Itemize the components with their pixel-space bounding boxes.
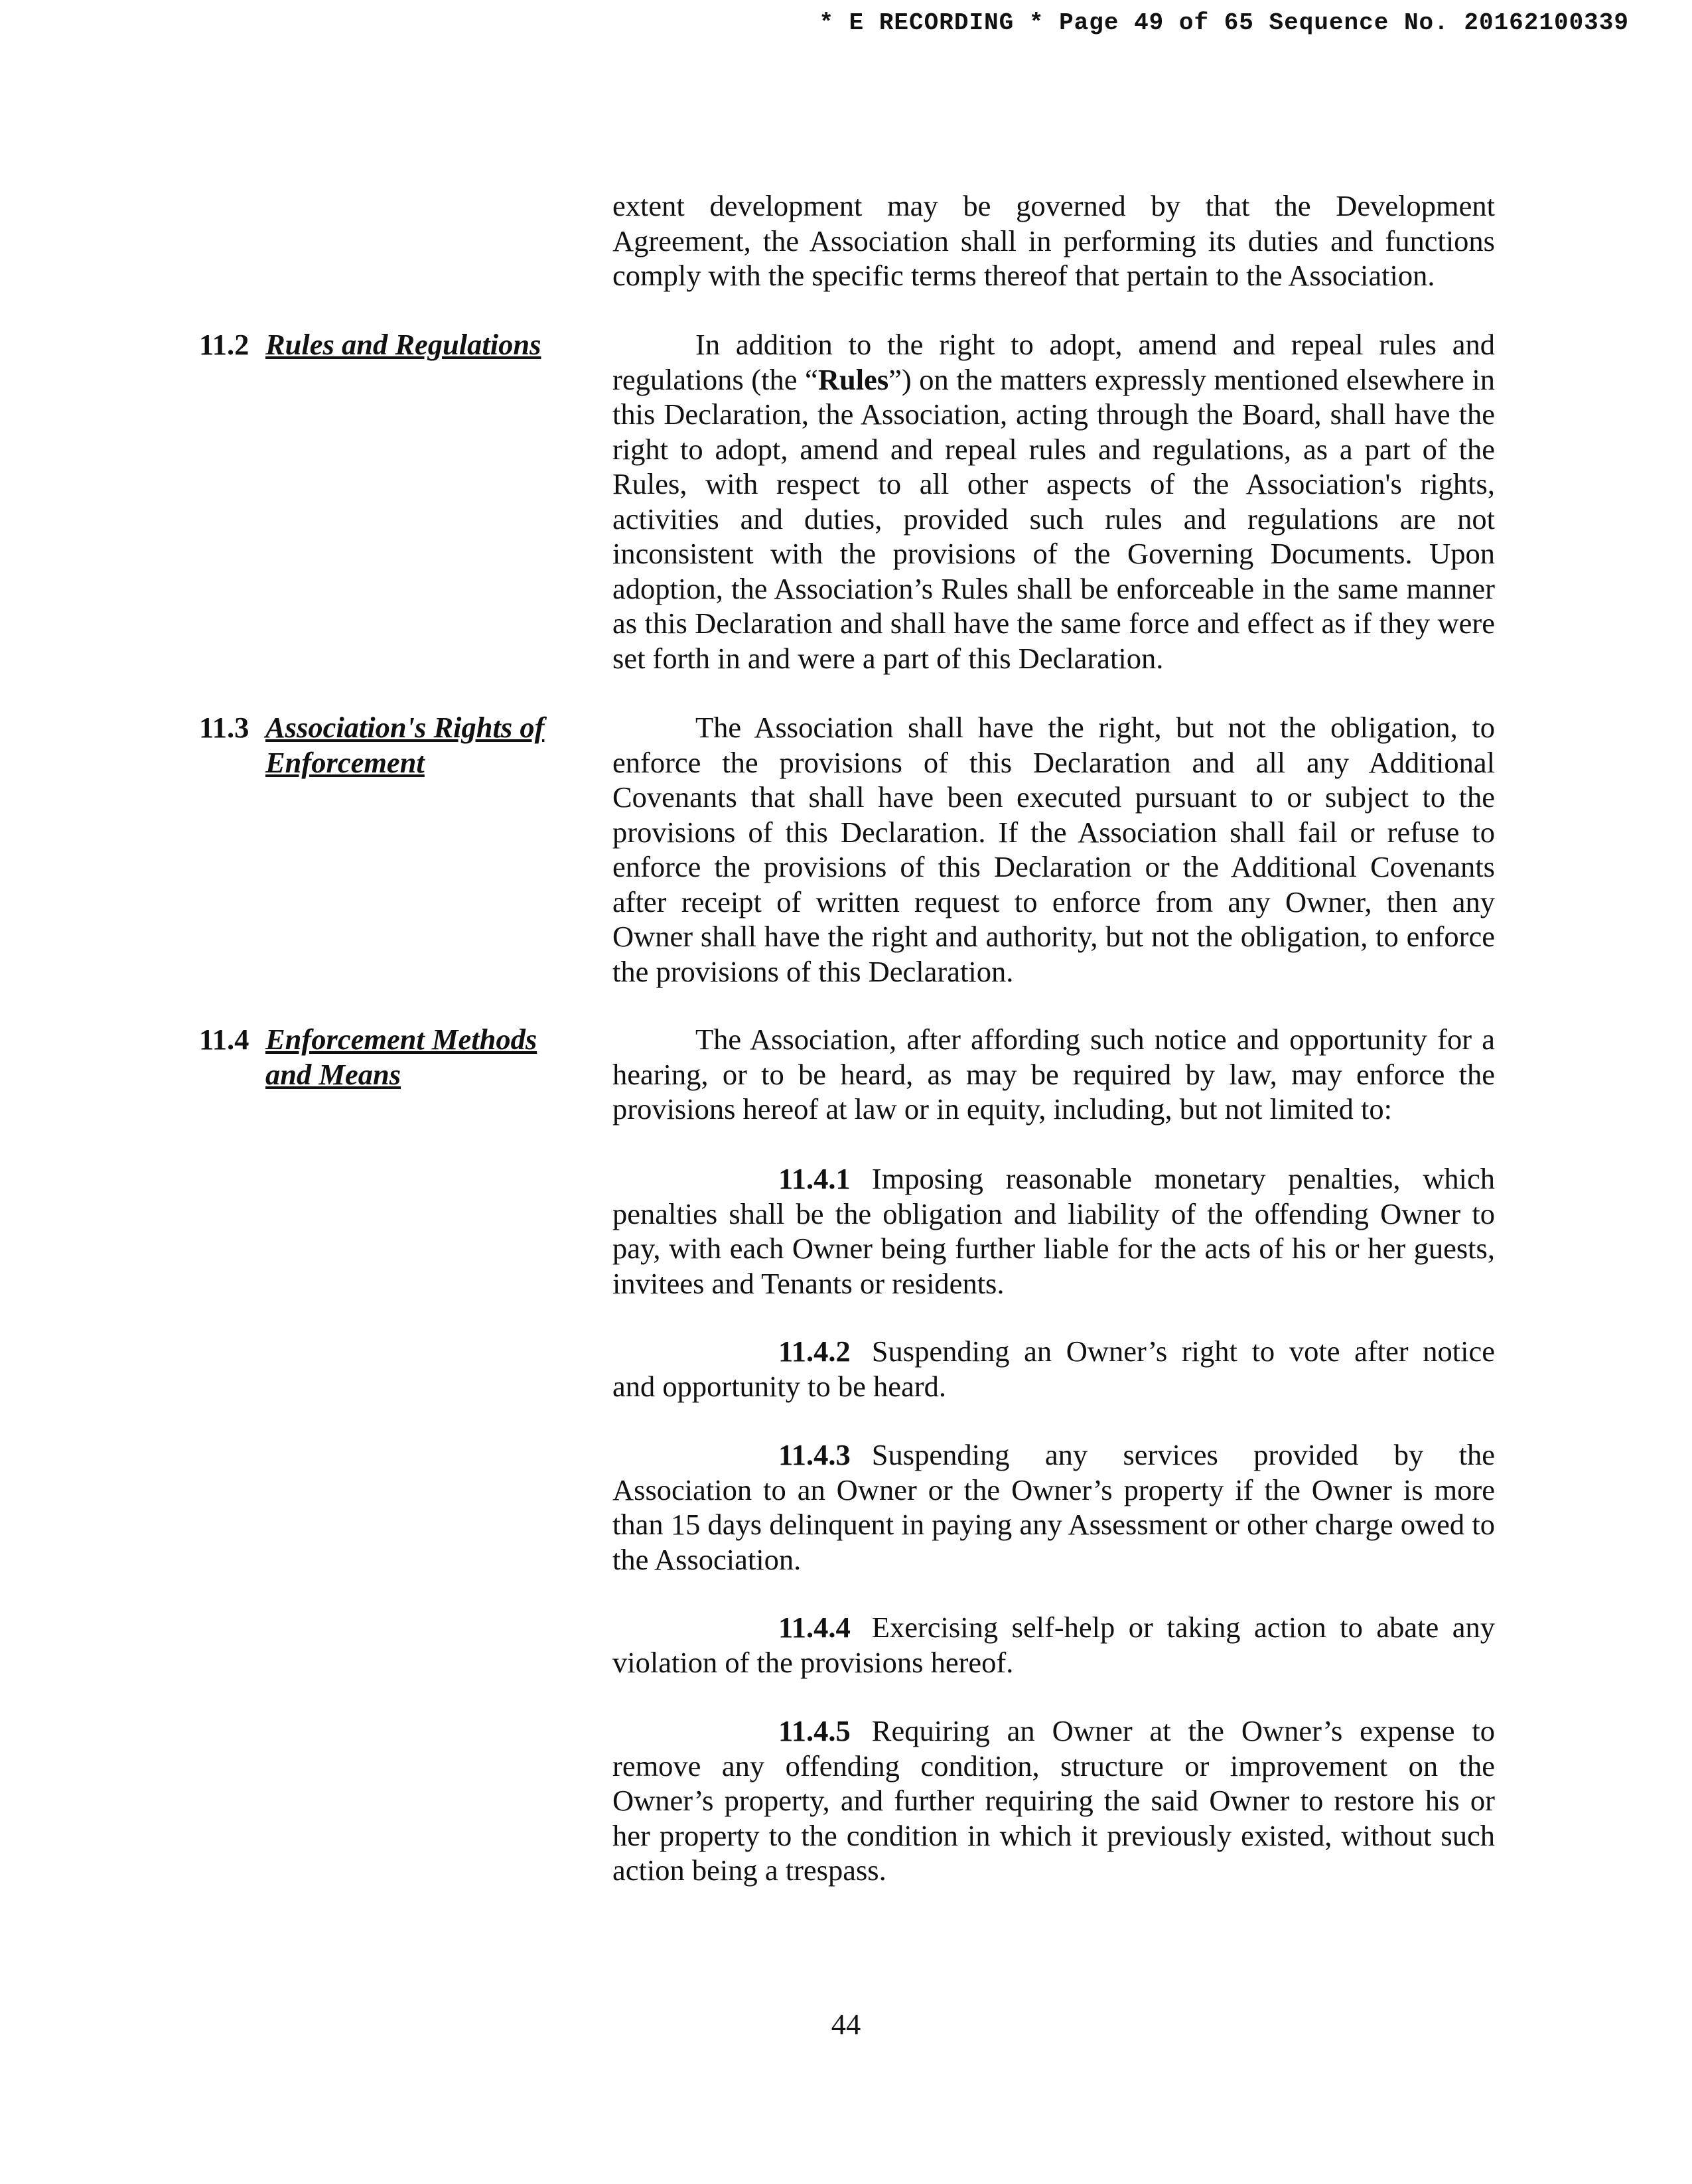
rules-defined-term: Rules: [817, 362, 889, 396]
subsection-text: Requiring an Owner at the Owner’s expense to remove any offending condition, structure or improvement on the Owner’s property, and further requiring the said Owner to restore his or her property to the condition in which it previously existed, without such action being a trespass.: [612, 1714, 1495, 1887]
section-11-3-body: [612, 710, 1495, 989]
section-11-4-heading: [199, 1022, 571, 1092]
rules-text-after: ”) on the matters expressly mentioned elsewhere in this Declaration, the Association, acting through the Board, shall have the right to adopt, amend and repeal rules and regulations, as a part of the Rules, with respect to all other aspects of the Association's rights, activities and duties, provided such rules and regulations are not inconsistent with the provisions of the Governing Documents. Upon adoption, the Association’s Rules shall be enforceable in the same manner as this Declaration and shall have the same force and effect as if they were set forth in and were a part of this Declaration.: [612, 362, 1495, 675]
subsection-11-4-1: [612, 1161, 1495, 1301]
subsection-11-4-2: [612, 1334, 1495, 1404]
continuation-text: extent development may be governed by that the Development Agreement, the Association shall in performing its duties and functions comply with the specific terms thereof that pertain to the Association.: [612, 189, 1495, 292]
section-11-2-body: [612, 327, 1495, 676]
section-title: Rules and Regulations: [265, 328, 541, 361]
section-11-4-paragraph: The Association, after affording such notice and opportunity for a hearing, or to be heard, as may be required by law, may enforce the provisions hereof at law or in equity, including, but not limited to:: [612, 1023, 1495, 1126]
subsection-text: Suspending any services provided by the Association to an Owner or the Owner’s property if the Owner is more than 15 days delinquent in paying any Assessment or other charge owed to the Association.: [612, 1438, 1495, 1576]
subsection-number: 11.4.5: [778, 1714, 851, 1747]
subsection-11-4-3: [612, 1437, 1495, 1577]
subsection-text: Exercising self-help or taking action to abate any violation of the provisions hereof.: [612, 1611, 1495, 1679]
subsection-number: 11.4.2: [778, 1335, 851, 1368]
section-number: 11.3: [199, 711, 249, 744]
rules-text-before: In addition to the right to adopt, amend and repeal rules and regulations (the “: [612, 328, 1495, 396]
section-title-continued: and Means: [265, 1057, 401, 1091]
page-number: 44: [831, 2007, 861, 2041]
recording-header-stamp: * E RECORDING * Page 49 of 65 Sequence No. 20162100339: [819, 9, 1629, 36]
section-11-2-paragraph: [612, 327, 1495, 676]
section-number: 11.4: [199, 1023, 249, 1056]
section-title: Association's Rights of: [265, 711, 545, 744]
subsection-text: Suspending an Owner’s right to vote after notice and opportunity to be heard.: [612, 1335, 1495, 1403]
subsection-text: Imposing reasonable monetary penalties, which penalties shall be the obligation and liability of the offending Owner to pay, with each Owner being further liable for the acts of his or her guests, invitees and Tenants or residents.: [612, 1162, 1495, 1300]
subsection-number: 11.4.4: [778, 1611, 851, 1644]
section-11-4-body: [612, 1022, 1495, 1127]
subsection-number: 11.4.1: [778, 1162, 851, 1195]
section-11-3-paragraph: The Association shall have the right, but not the obligation, to enforce the provisions of this Declaration and all any Additional Covenants that shall have been executed pursuant to or subject to the provisions of this Declaration. If the Association shall fail or refuse to enforce the provisions of this Declaration or the Additional Covenants after receipt of written request to enforce from any Owner, then any Owner shall have the right and authority, but not the obligation, to enforce the provisions of this Declaration.: [612, 711, 1495, 988]
subsection-number: 11.4.3: [778, 1438, 851, 1471]
continuation-paragraph: [612, 188, 1495, 293]
section-11-2-heading: [199, 327, 571, 362]
subsection-11-4-4: [612, 1610, 1495, 1680]
section-number: 11.2: [199, 328, 249, 361]
section-title: Enforcement Methods: [265, 1023, 537, 1056]
section-title-continued: Enforcement: [265, 745, 425, 779]
subsection-11-4-5: [612, 1713, 1495, 1888]
section-11-3-heading: [199, 710, 571, 780]
